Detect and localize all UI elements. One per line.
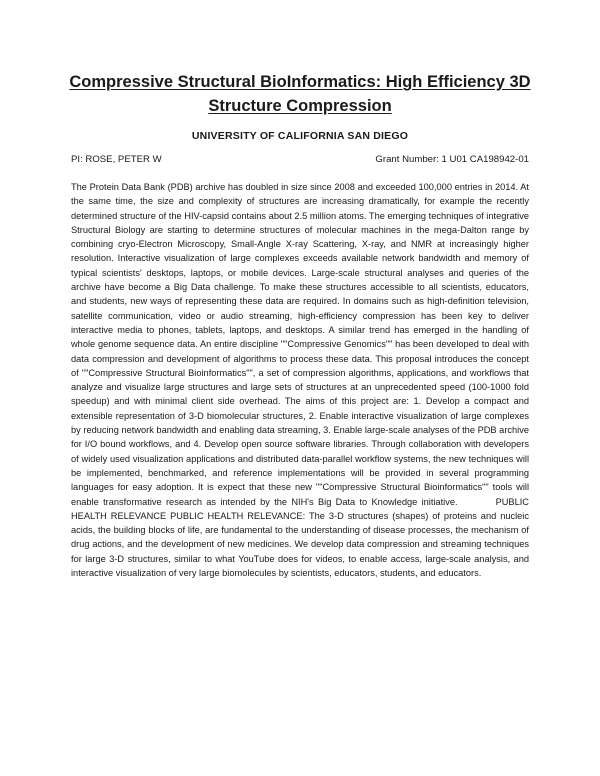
abstract-paragraph (71, 180, 529, 580)
document-title: Compressive Structural BioInformatics: High Efficiency 3D Structure Compression (69, 73, 531, 115)
institution-name: UNIVERSITY OF CALIFORNIA SAN DIEGO (191, 130, 409, 142)
principal-investigator: PI: ROSE, PETER W (71, 154, 162, 165)
public-health-relevance-text: PUBLIC HEALTH RELEVANCE PUBLIC HEALTH RELEVANCE: The 3-D structures (shapes) of proteins and nucleic acids, the building blocks of life, are fundamental to the understanding of disease processes, the mechanism of drug actions, and the development of new medicines. We develop data compression and streaming techniques for large 3-D structures, similar to what YouTube does for videos, to enable access, large-scale analysis, and interactive visualization of very large biomolecules by scientists, educators, students, and educators. (71, 496, 529, 579)
grant-meta-row (71, 154, 529, 165)
abstract-text: The Protein Data Bank (PDB) archive has doubled in size since 2008 and exceeded 100,000 entries in 2014. At the same time, the size and complexity of structures are increasing dramatically, for example the recently determined structure of the HIV-capsid contains about 2.5 million atoms. The emerging techniques of integrative Structural Biology are starting to determine structures of molecular machines in the mega-Dalton range by combining cryo-Electron Microscopy, Small-Angle X-ray Scattering, X-ray, and NMR at increasingly higher resolution. Interactive visualization of large complexes exceeds available network bandwidth and memory of typical scientists' desktops, laptops, or mobile devices. Large-scale structural analyses and queries of the archive have become a Big Data challenge. To make these structures accessible to all scientists, educators, and students, new ways of representing these data are required. In domains such as high-definition television, satellite communication, video or audio streaming, high-efficiency compression has been key to deliver interactive media to phones, tablets, laptops, and desktops. A similar trend has emerged in the handling of whole genome sequence data. An entire discipline ""Compressive Genomics"" has been developed to deal with data compression and development of algorithms to process these data. This proposal introduces the concept of ""Compressive Structural Bioinformatics"", a set of compression algorithms, applications, and workflows that analyze and visualize large structures and large sets of structures at an unprecedented speed (100-1000 fold speedup) and with minimal client side overhead. The aims of this project are: 1. Develop a compact and extensible representation of 3-D biomolecular structures, 2. Enable interactive visualization of large complexes by reducing network bandwidth and enabling data streaming, 3. Enable large-scale analyses of the PDB archive for I/O bound workflows, and 4. Develop open source software libraries. Through collaboration with developers of widely used visualization applications and distributed data-parallel workflow systems, the new techniques will be implemented, benchmarked, and reference implementations will be provided in several programming languages for easy adoption. It is expect that these new ""Compressive Structural Bioinformatics"" tools will enable transformative research as intended by the NIH's Big Data to Knowledge initiative. (71, 182, 529, 507)
grant-number: Grant Number: 1 U01 CA198942-01 (375, 154, 529, 165)
